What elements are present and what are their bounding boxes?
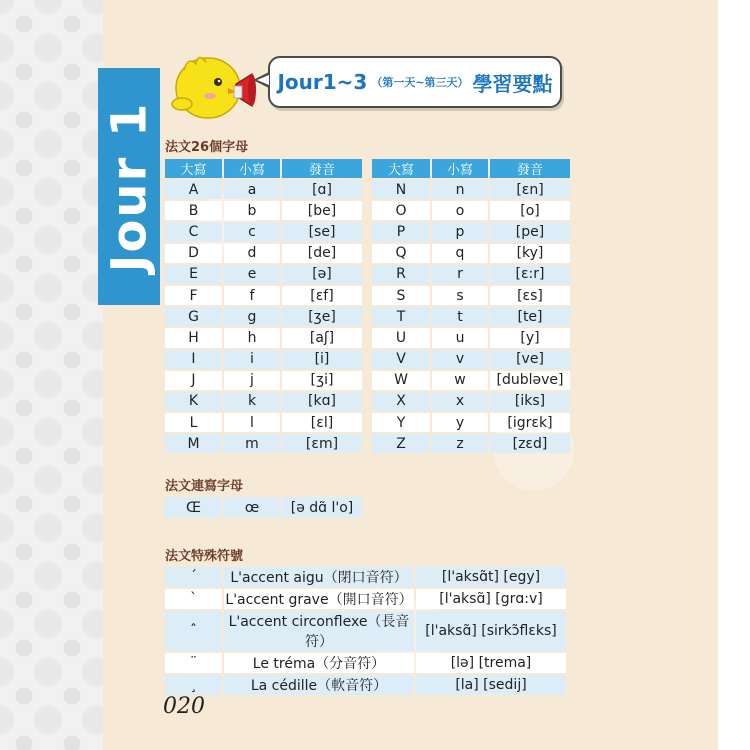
cell-pronunciation: [ʒi] bbox=[282, 371, 362, 390]
cell-accent-name: La cédille（軟音符） bbox=[224, 675, 414, 695]
table-row bbox=[372, 180, 570, 199]
cell-accent-symbol: ¸ bbox=[165, 675, 222, 695]
cell-lowercase: s bbox=[432, 286, 488, 305]
table-row bbox=[165, 328, 362, 347]
title-sub: （第一天~第三天） bbox=[371, 76, 469, 89]
cell-lowercase: x bbox=[432, 392, 488, 411]
cell-uppercase: C bbox=[165, 222, 222, 241]
table-row bbox=[165, 307, 362, 326]
cell-uppercase: G bbox=[165, 307, 222, 326]
cell-uppercase: J bbox=[165, 371, 222, 390]
table-row bbox=[165, 675, 566, 695]
cell-accent-symbol: ´ bbox=[165, 567, 222, 587]
header-pronunciation: 發音 bbox=[490, 159, 570, 178]
cell-pronunciation: [ʒe] bbox=[282, 307, 362, 326]
cell-lowercase: q bbox=[432, 244, 488, 263]
cell-pronunciation: [ɛm] bbox=[282, 434, 362, 453]
table-row bbox=[372, 350, 570, 369]
cell-uppercase: Z bbox=[372, 434, 430, 453]
table-row bbox=[165, 371, 362, 390]
table-row bbox=[165, 286, 362, 305]
cell-accent-symbol: ` bbox=[165, 589, 222, 609]
speech-bubble-tail-inner bbox=[257, 75, 269, 85]
table-row bbox=[372, 286, 570, 305]
cell-lowercase: c bbox=[224, 222, 280, 241]
title-end: 學習要點 bbox=[472, 71, 553, 96]
cell-lowercase: o bbox=[432, 201, 488, 220]
cell-pronunciation: [se] bbox=[282, 222, 362, 241]
jour-tab-label: Jour 1 bbox=[101, 101, 158, 272]
ligature-lower: œ bbox=[224, 497, 280, 518]
table-row bbox=[165, 567, 566, 587]
cell-lowercase: m bbox=[224, 434, 280, 453]
table-row bbox=[372, 371, 570, 390]
cell-uppercase: F bbox=[165, 286, 222, 305]
alphabet-table-right bbox=[370, 157, 572, 455]
table-row bbox=[165, 201, 362, 220]
cell-accent-name: Le tréma（分音符） bbox=[224, 653, 414, 673]
cell-pronunciation: [kɑ] bbox=[282, 392, 362, 411]
cell-accent-symbol: ¨ bbox=[165, 653, 222, 673]
cell-lowercase: w bbox=[432, 371, 488, 390]
cell-pronunciation: [o] bbox=[490, 201, 570, 220]
cell-pronunciation: [iks] bbox=[490, 392, 570, 411]
cell-uppercase: L bbox=[165, 413, 222, 432]
cell-pronunciation: [aʃ] bbox=[282, 328, 362, 347]
cell-lowercase: z bbox=[432, 434, 488, 453]
accents-table bbox=[163, 565, 568, 697]
table-row bbox=[165, 413, 362, 432]
cell-uppercase: B bbox=[165, 201, 222, 220]
cell-lowercase: r bbox=[432, 265, 488, 284]
cell-pronunciation: [pe] bbox=[490, 222, 570, 241]
cell-uppercase: H bbox=[165, 328, 222, 347]
table-row bbox=[165, 180, 362, 199]
cell-uppercase: Q bbox=[372, 244, 430, 263]
cell-uppercase: P bbox=[372, 222, 430, 241]
cell-pronunciation: [be] bbox=[282, 201, 362, 220]
table-row bbox=[165, 653, 566, 673]
header-pronunciation: 發音 bbox=[282, 159, 362, 178]
cell-uppercase: R bbox=[372, 265, 430, 284]
ligature-table bbox=[163, 495, 364, 520]
cell-uppercase: S bbox=[372, 286, 430, 305]
cell-pronunciation: [ə] bbox=[282, 265, 362, 284]
cell-uppercase: T bbox=[372, 307, 430, 326]
table-row bbox=[165, 222, 362, 241]
cell-pronunciation: [igrɛk] bbox=[490, 413, 570, 432]
cell-lowercase: n bbox=[432, 180, 488, 199]
table-row bbox=[165, 589, 566, 609]
table-row bbox=[165, 497, 362, 518]
header-uppercase: 大寫 bbox=[372, 159, 430, 178]
cell-accent-symbol: ˆ bbox=[165, 611, 222, 651]
cell-lowercase: u bbox=[432, 328, 488, 347]
cell-lowercase: v bbox=[432, 350, 488, 369]
table-row bbox=[372, 222, 570, 241]
cell-uppercase: V bbox=[372, 350, 430, 369]
cell-uppercase: E bbox=[165, 265, 222, 284]
table-row bbox=[372, 244, 570, 263]
cell-pronunciation: [ɛ:r] bbox=[490, 265, 570, 284]
cell-lowercase: a bbox=[224, 180, 280, 199]
cell-accent-name: L'accent circonflexe（長音符） bbox=[224, 611, 414, 651]
header-uppercase: 大寫 bbox=[165, 159, 222, 178]
cell-accent-pronunciation: [la] [sedij] bbox=[416, 675, 566, 695]
cell-lowercase: l bbox=[224, 413, 280, 432]
table-row bbox=[372, 392, 570, 411]
table-row bbox=[165, 350, 362, 369]
cell-lowercase: h bbox=[224, 328, 280, 347]
table-row bbox=[372, 201, 570, 220]
cell-pronunciation: [ɛs] bbox=[490, 286, 570, 305]
cell-uppercase: X bbox=[372, 392, 430, 411]
cell-lowercase: i bbox=[224, 350, 280, 369]
cell-accent-pronunciation: [l'aksɑ̃] [sirkɔ̃flɛks] bbox=[416, 611, 566, 651]
cell-lowercase: p bbox=[432, 222, 488, 241]
accents-heading: 法文特殊符號 bbox=[165, 549, 244, 564]
ligature-pronunciation: [ə dɑ̃ l'o] bbox=[282, 497, 362, 518]
cell-lowercase: y bbox=[432, 413, 488, 432]
cell-uppercase: K bbox=[165, 392, 222, 411]
cell-uppercase: N bbox=[372, 180, 430, 199]
cell-accent-name: L'accent aigu（閉口音符） bbox=[224, 567, 414, 587]
cell-uppercase: D bbox=[165, 244, 222, 263]
table-row bbox=[165, 265, 362, 284]
table-row bbox=[372, 265, 570, 284]
cell-lowercase: t bbox=[432, 307, 488, 326]
cell-pronunciation: [ɛn] bbox=[490, 180, 570, 199]
cell-lowercase: g bbox=[224, 307, 280, 326]
cell-uppercase: M bbox=[165, 434, 222, 453]
cell-lowercase: k bbox=[224, 392, 280, 411]
alphabet-heading: 法文26個字母 bbox=[165, 140, 249, 155]
cell-uppercase: I bbox=[165, 350, 222, 369]
cell-lowercase: b bbox=[224, 201, 280, 220]
cell-accent-name: L'accent grave（開口音符） bbox=[224, 589, 414, 609]
cell-pronunciation: [ɑ] bbox=[282, 180, 362, 199]
cell-lowercase: f bbox=[224, 286, 280, 305]
cell-lowercase: e bbox=[224, 265, 280, 284]
cell-uppercase: U bbox=[372, 328, 430, 347]
table-row bbox=[372, 434, 570, 453]
cell-lowercase: d bbox=[224, 244, 280, 263]
cell-pronunciation: [ɛf] bbox=[282, 286, 362, 305]
cell-accent-pronunciation: [l'aksɑ̃t] [egy] bbox=[416, 567, 566, 587]
cell-pronunciation: [zɛd] bbox=[490, 434, 570, 453]
title-bubble bbox=[268, 56, 562, 108]
cell-pronunciation: [te] bbox=[490, 307, 570, 326]
cell-pronunciation: [y] bbox=[490, 328, 570, 347]
cell-pronunciation: [ɛl] bbox=[282, 413, 362, 432]
cell-uppercase: O bbox=[372, 201, 430, 220]
cell-accent-pronunciation: [lə] [trema] bbox=[416, 653, 566, 673]
table-row bbox=[165, 392, 362, 411]
cell-pronunciation: [ky] bbox=[490, 244, 570, 263]
cell-uppercase: Y bbox=[372, 413, 430, 432]
cell-pronunciation: [dubləve] bbox=[490, 371, 570, 390]
cell-accent-pronunciation: [l'aksɑ̃] [grɑ:v] bbox=[416, 589, 566, 609]
table-row bbox=[165, 434, 362, 453]
table-header-row bbox=[372, 159, 570, 178]
cell-pronunciation: [de] bbox=[282, 244, 362, 263]
ligature-upper: Œ bbox=[165, 497, 222, 518]
header-lowercase: 小寫 bbox=[224, 159, 280, 178]
cell-lowercase: j bbox=[224, 371, 280, 390]
table-row bbox=[372, 307, 570, 326]
cell-uppercase: W bbox=[372, 371, 430, 390]
cell-uppercase: A bbox=[165, 180, 222, 199]
cell-pronunciation: [i] bbox=[282, 350, 362, 369]
table-row bbox=[165, 611, 566, 651]
title-main: Jour1~3 bbox=[277, 70, 368, 94]
page-number: 020 bbox=[163, 694, 205, 719]
table-row bbox=[165, 244, 362, 263]
cell-pronunciation: [ve] bbox=[490, 350, 570, 369]
table-row bbox=[372, 328, 570, 347]
alphabet-table-left bbox=[163, 157, 364, 455]
header-lowercase: 小寫 bbox=[432, 159, 488, 178]
ligature-heading: 法文連寫字母 bbox=[165, 479, 244, 494]
table-header-row bbox=[165, 159, 362, 178]
table-row bbox=[372, 413, 570, 432]
